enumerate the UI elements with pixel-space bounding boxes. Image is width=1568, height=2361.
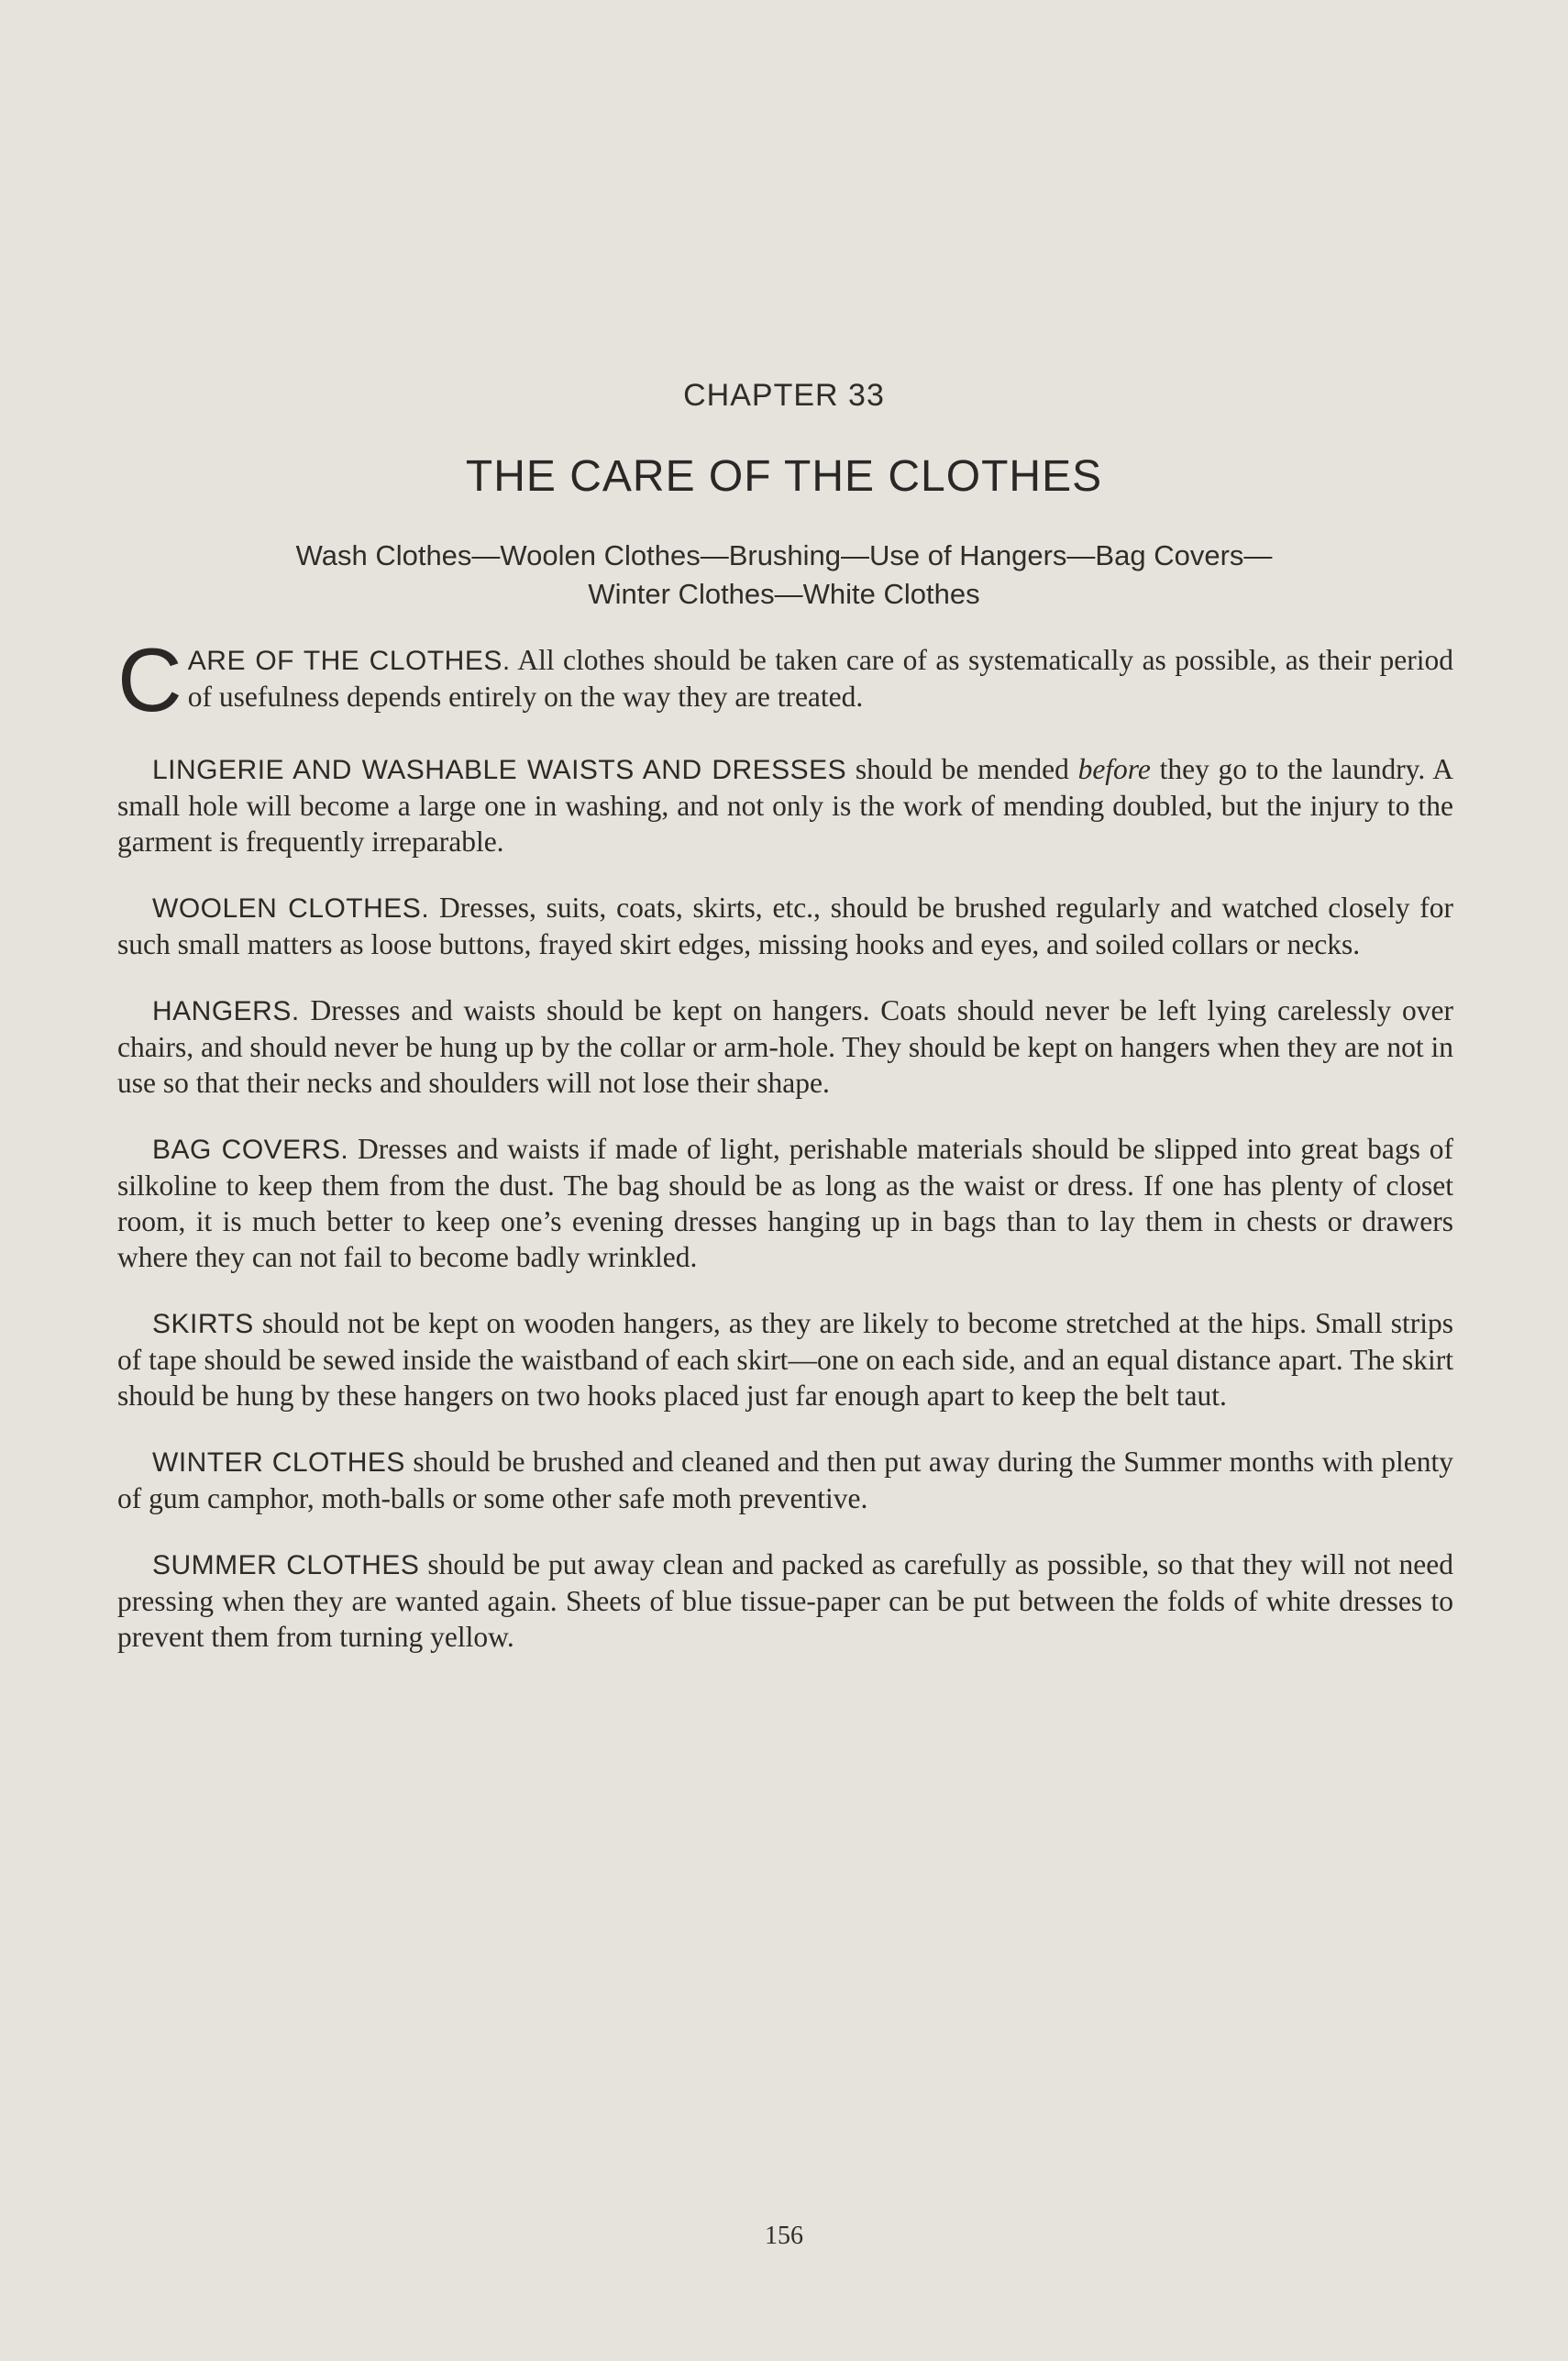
paragraph-text: should be put away clean and packed as carefully as possible, so that they will not need pressing when they are wanted again. Sheets of blue tissue-paper can be put between the folds of white dresses to prevent them from turning yellow. <box>117 1548 1454 1653</box>
paragraph-lead: SUMMER CLOTHES <box>152 1550 420 1580</box>
paragraph-winter-clothes <box>117 1444 1453 1516</box>
paragraph-hangers <box>117 992 1453 1101</box>
paragraph-lead: HANGERS. <box>152 996 300 1026</box>
paragraph-lead: LINGERIE AND WASHABLE WAISTS AND DRESSES <box>152 755 847 785</box>
paragraph-lead: WINTER CLOTHES <box>152 1447 405 1478</box>
paragraph-text: Dresses and waists if made of light, perishable materials should be slipped into great bags of silkoline to keep them from the dust. The bag should be as long as the waist or dress. If one has plenty of closet room, it is much better to keep one’s evening dresses hanging up in bags than to lay them in chests or drawers where they can not fail to become badly wrinkled. <box>117 1133 1453 1273</box>
paragraph-lead: SKIRTS <box>152 1309 254 1339</box>
paragraph-skirts <box>117 1305 1453 1413</box>
paragraph-care-of-clothes <box>117 629 1453 730</box>
page-number: 156 <box>765 2222 803 2250</box>
paragraph-text: they go to the laundry. A small hole will become a large one in washing, and not only is the work of mending doubled, but the injury to the garment is frequently irreparable. <box>117 753 1453 858</box>
chapter-body <box>117 629 1454 1685</box>
chapter-synopsis <box>0 537 1568 614</box>
paragraph-text: should be mended <box>846 753 1078 785</box>
paragraph-lead: BAG COVERS. <box>152 1135 349 1165</box>
chapter-label: CHAPTER 33 <box>683 378 885 413</box>
synopsis-line-2: Winter Clothes—White Clothes <box>588 578 980 610</box>
paragraph-text: All clothes should be taken care of as systematically as possible, as their period of usefulness depends entirely on the way they are treated. <box>187 644 1453 713</box>
paragraph-text: Dresses and waists should be kept on hangers. Coats should never be left lying carelessly over chairs, and should never be hung up by the collar or arm-hole. They should be kept on hangers when they are not in use so that their necks and shoulders will not lose their shape. <box>117 994 1453 1099</box>
chapter-title: THE CARE OF THE CLOTHES <box>465 452 1103 501</box>
paragraph-woolen-clothes <box>117 890 1453 962</box>
drop-cap: C <box>117 629 182 730</box>
paragraph-lead: ARE OF THE CLOTHES. <box>187 646 511 676</box>
paragraph-emphasis: before <box>1077 753 1151 785</box>
paragraph-text: should be brushed and cleaned and then put away during the Summer months with plenty of gum camphor, moth-balls or some other safe moth preventive. <box>117 1446 1453 1514</box>
synopsis-line-1: Wash Clothes—Woolen Clothes—Brushing—Use of Hangers—Bag Covers— <box>295 539 1273 571</box>
paragraph-summer-clothes <box>117 1546 1453 1655</box>
paragraph-lingerie <box>117 751 1453 859</box>
paragraph-bag-covers <box>117 1131 1453 1275</box>
paragraph-text: should not be kept on wooden hangers, as they are likely to become stretched at the hips. Small strips of tape should be sewed inside the waistband of each skirt—one on each side, and an equal distance apart. The skirt should be hung by these hangers on two hooks placed just far enough apart to keep the belt taut. <box>117 1307 1453 1412</box>
paragraph-lead: WOOLEN CLOTHES. <box>152 893 430 924</box>
paragraph-text: Dresses, suits, coats, skirts, etc., should be brushed regularly and watched closely for such small matters as loose buttons, frayed skirt edges, missing hooks and eyes, and soiled collars or necks. <box>117 892 1453 960</box>
